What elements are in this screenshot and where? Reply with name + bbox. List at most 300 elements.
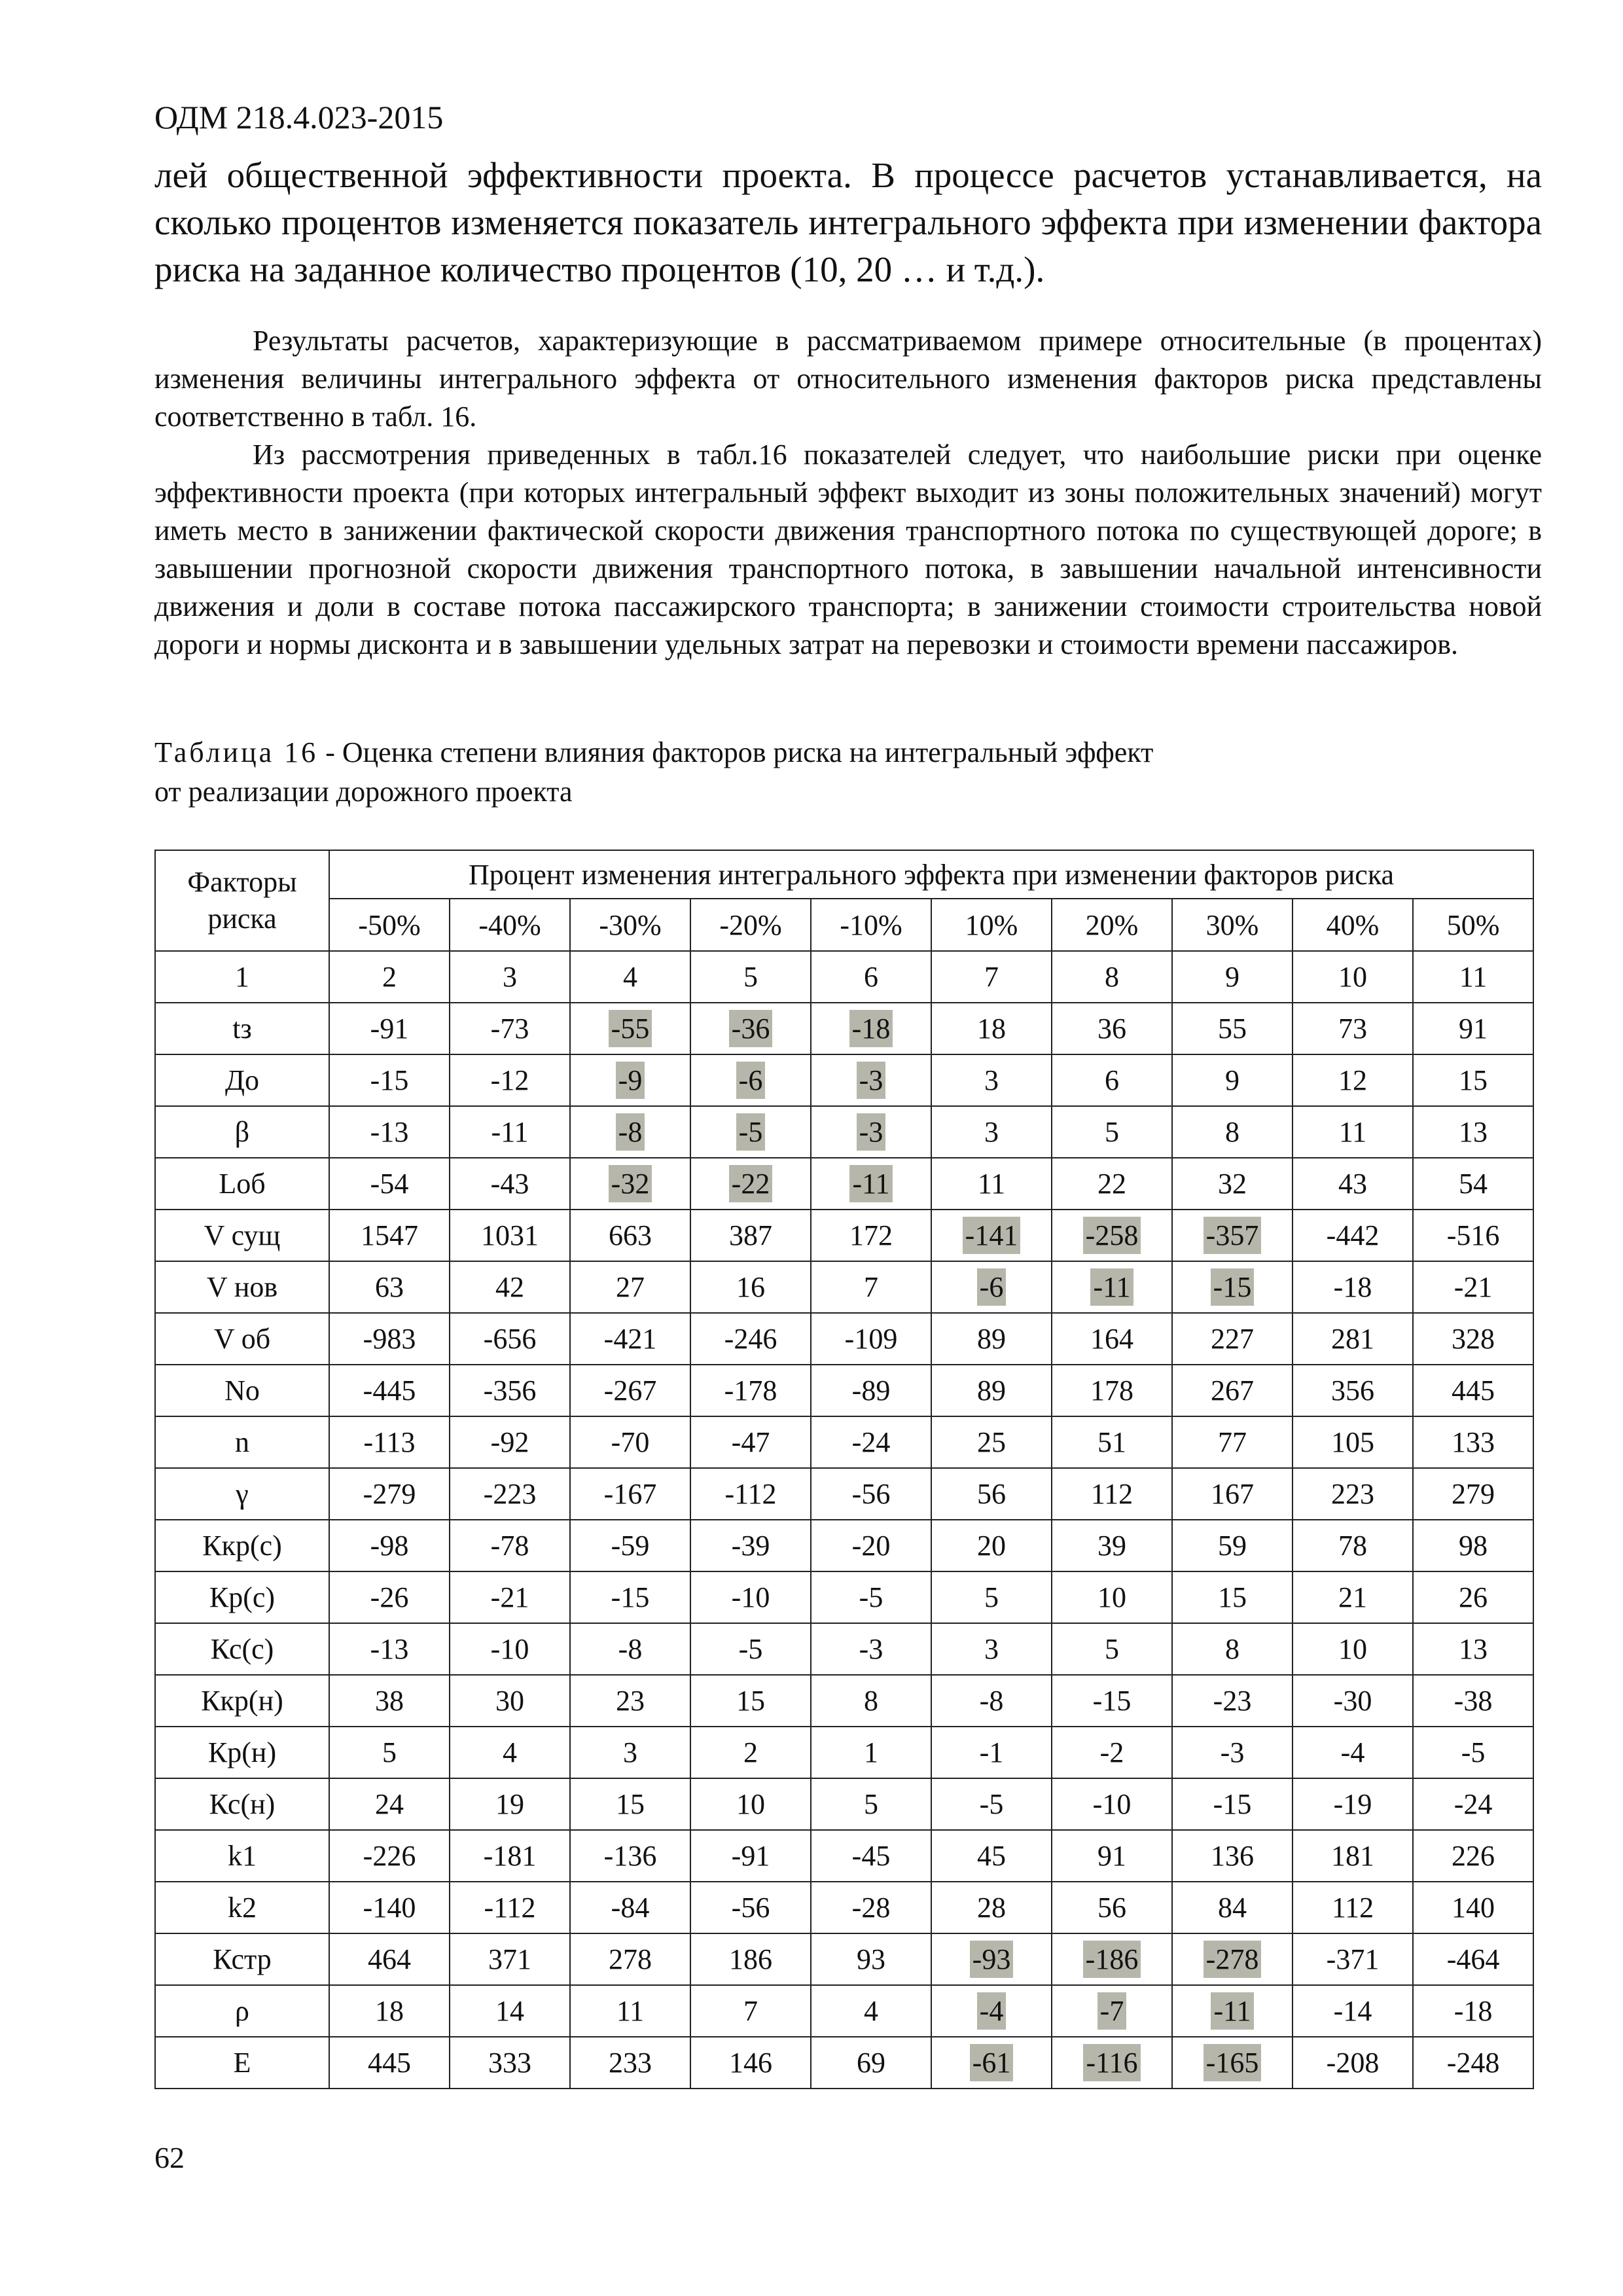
value-cell	[690, 1468, 811, 1520]
value-text: 10	[1338, 1633, 1367, 1665]
percent-header: 10%	[931, 899, 1052, 951]
percent-header: -50%	[329, 899, 450, 951]
value-cell	[931, 1727, 1052, 1778]
value-text: 36	[1097, 1013, 1126, 1045]
factor-cell: Ккр(н)	[155, 1675, 329, 1727]
value-text: -78	[490, 1530, 529, 1562]
value-text: -267	[603, 1374, 657, 1407]
value-cell	[329, 1985, 450, 2037]
column-number: 11	[1413, 951, 1533, 1003]
column-number: 2	[329, 951, 450, 1003]
value-text: -4	[977, 1992, 1007, 2030]
value-text: -8	[979, 1685, 1004, 1717]
value-text: -92	[490, 1426, 529, 1458]
table-row	[155, 1675, 1533, 1727]
value-cell	[690, 1210, 811, 1261]
value-cell	[329, 1158, 450, 1210]
value-cell	[1413, 1882, 1533, 1933]
value-text: 7	[743, 1995, 758, 2027]
body-text	[154, 322, 1542, 664]
value-text: -371	[1326, 1943, 1380, 1975]
percent-change-header: Процент изменения интегрального эффекта при изменении факторов риска	[329, 850, 1533, 899]
value-cell	[1293, 1003, 1413, 1054]
value-cell	[1413, 1003, 1533, 1054]
value-text: 387	[729, 1219, 772, 1251]
value-text: -11	[1211, 1992, 1253, 2030]
value-cell	[1293, 1571, 1413, 1623]
value-cell	[1052, 1985, 1172, 2037]
page-number: 62	[154, 2141, 185, 2174]
value-text: -93	[970, 1941, 1014, 1978]
value-cell	[1293, 1210, 1413, 1261]
value-cell	[1293, 1468, 1413, 1520]
table-caption	[154, 733, 1542, 812]
value-text: -91	[731, 1840, 770, 1872]
factor-cell: No	[155, 1365, 329, 1416]
value-cell	[1293, 1106, 1413, 1158]
value-text: -136	[603, 1840, 657, 1872]
value-cell	[931, 1416, 1052, 1468]
value-cell	[1172, 1520, 1293, 1571]
value-text: 38	[375, 1685, 404, 1717]
value-text: 233	[609, 2047, 652, 2079]
value-text: -248	[1446, 2047, 1500, 2079]
percent-header: -30%	[570, 899, 690, 951]
value-cell	[931, 1778, 1052, 1830]
value-cell	[450, 1830, 570, 1882]
value-cell	[690, 2037, 811, 2089]
value-text: -32	[609, 1165, 652, 1202]
value-text: -5	[738, 1633, 763, 1665]
factor-cell: E	[155, 2037, 329, 2089]
value-text: -357	[1204, 1217, 1262, 1254]
value-cell	[690, 1416, 811, 1468]
factor-cell: γ	[155, 1468, 329, 1520]
value-cell	[450, 1054, 570, 1106]
value-cell	[329, 1778, 450, 1830]
value-cell	[811, 1933, 931, 1985]
factor-cell: Кр(с)	[155, 1571, 329, 1623]
value-text: -18	[1454, 1995, 1493, 2027]
value-text: -165	[1204, 2044, 1262, 2081]
value-cell	[570, 1054, 690, 1106]
value-cell	[1052, 1158, 1172, 1210]
value-text: -15	[1211, 1268, 1255, 1306]
value-cell	[329, 1830, 450, 1882]
value-cell	[329, 1571, 450, 1623]
table-row	[155, 1261, 1533, 1313]
value-cell	[1293, 1675, 1413, 1727]
value-text: 30	[495, 1685, 524, 1717]
table-row	[155, 1882, 1533, 1933]
value-text: 105	[1331, 1426, 1374, 1458]
value-text: -4	[1340, 1736, 1365, 1768]
value-cell	[1293, 1778, 1413, 1830]
value-cell	[1293, 1933, 1413, 1985]
value-text: -13	[370, 1633, 409, 1665]
table-row	[155, 1468, 1533, 1520]
value-text: -5	[1461, 1736, 1486, 1768]
value-cell	[811, 1882, 931, 1933]
value-cell	[1172, 1261, 1293, 1313]
value-text: 7	[864, 1271, 878, 1303]
value-text: -421	[603, 1323, 657, 1355]
value-cell	[329, 1623, 450, 1675]
value-cell	[450, 1261, 570, 1313]
value-cell	[1413, 1571, 1533, 1623]
value-text: -55	[609, 1010, 652, 1047]
value-text: -445	[363, 1374, 416, 1407]
table-header	[155, 850, 1533, 951]
value-text: 55	[1218, 1013, 1247, 1045]
value-cell	[690, 1778, 811, 1830]
value-text: -279	[363, 1478, 416, 1510]
value-text: 11	[977, 1168, 1006, 1200]
value-text: -186	[1083, 1941, 1141, 1978]
value-cell	[690, 1571, 811, 1623]
value-text: 13	[1459, 1116, 1488, 1148]
value-cell	[1293, 1882, 1413, 1933]
value-cell	[1172, 1158, 1293, 1210]
value-text: 181	[1331, 1840, 1374, 1872]
value-cell	[811, 1054, 931, 1106]
value-cell	[1172, 1727, 1293, 1778]
table-caption-lead: Таблица 16	[154, 736, 319, 768]
paragraph-results: Результаты расчетов, характеризующие в рассматриваемом примере относительные (в процентах) изменения величины интегрального эффекта от относительного изменения факторов риска представлены соответственно в табл. 16.	[154, 325, 1542, 433]
table-caption-title: - Оценка степени влияния факторов риска на интегральный эффект	[318, 736, 1154, 768]
value-text: 333	[488, 2047, 531, 2079]
value-text: 89	[977, 1374, 1006, 1407]
value-text: 5	[864, 1788, 878, 1820]
value-text: 77	[1218, 1426, 1247, 1458]
value-cell	[1052, 1882, 1172, 1933]
value-text: 464	[368, 1943, 411, 1975]
value-cell	[1052, 1520, 1172, 1571]
value-cell	[811, 1520, 931, 1571]
intro-paragraph: лей общественной эффективности проекта. В процессе расчетов устанавливается, на сколько процентов изменяется показатель интегрального эффекта при изменении фактора риска на заданное количество процентов (10, 20 … и т.д.).	[154, 155, 1542, 289]
value-cell	[1413, 1933, 1533, 1985]
factor-cell: До	[155, 1054, 329, 1106]
table-row	[155, 1985, 1533, 2037]
value-cell	[1172, 1830, 1293, 1882]
value-cell	[1293, 1623, 1413, 1675]
value-text: -983	[363, 1323, 416, 1355]
value-cell	[570, 2037, 690, 2089]
value-cell	[811, 1985, 931, 2037]
value-text: 3	[984, 1116, 999, 1148]
value-cell	[1052, 1933, 1172, 1985]
value-text: 69	[857, 2047, 885, 2079]
value-cell	[1293, 1520, 1413, 1571]
value-text: -13	[370, 1116, 409, 1148]
value-cell	[450, 2037, 570, 2089]
table-row	[155, 1416, 1533, 1468]
value-text: -3	[857, 1062, 886, 1099]
value-cell	[931, 1675, 1052, 1727]
value-cell	[450, 1882, 570, 1933]
value-cell	[570, 1985, 690, 2037]
value-text: 20	[977, 1530, 1006, 1562]
value-text: 56	[1097, 1892, 1126, 1924]
value-cell	[1413, 1623, 1533, 1675]
document-code: ОДМ 218.4.023-2015	[154, 99, 444, 135]
value-cell	[931, 1054, 1052, 1106]
value-text: -8	[618, 1633, 643, 1665]
value-cell	[811, 1106, 931, 1158]
value-text: 45	[977, 1840, 1006, 1872]
value-cell	[931, 2037, 1052, 2089]
value-cell	[1172, 1882, 1293, 1933]
value-cell	[450, 1675, 570, 1727]
value-cell	[570, 1571, 690, 1623]
value-cell	[931, 1520, 1052, 1571]
value-cell	[811, 1158, 931, 1210]
value-text: -116	[1083, 2044, 1140, 2081]
column-numbers-row	[155, 951, 1533, 1003]
value-text: 279	[1452, 1478, 1495, 1510]
table-row	[155, 1365, 1533, 1416]
value-text: -181	[483, 1840, 537, 1872]
value-text: 2	[743, 1736, 758, 1768]
value-text: 15	[616, 1788, 645, 1820]
value-cell	[1293, 1985, 1413, 2037]
value-text: 24	[375, 1788, 404, 1820]
value-cell	[450, 1210, 570, 1261]
value-text: 59	[1218, 1530, 1247, 1562]
value-text: 164	[1090, 1323, 1133, 1355]
value-cell	[1052, 1778, 1172, 1830]
value-cell	[570, 1882, 690, 1933]
value-text: 8	[864, 1685, 878, 1717]
value-text: 663	[609, 1219, 652, 1251]
value-cell	[570, 1261, 690, 1313]
value-cell	[690, 1261, 811, 1313]
value-cell	[1293, 1261, 1413, 1313]
value-text: 140	[1452, 1892, 1495, 1924]
value-cell	[931, 1933, 1052, 1985]
value-cell	[1293, 1416, 1413, 1468]
value-text: -39	[731, 1530, 770, 1562]
value-text: 186	[729, 1943, 772, 1975]
value-text: 1547	[361, 1219, 418, 1251]
value-text: 371	[488, 1943, 531, 1975]
value-text: -98	[370, 1530, 409, 1562]
value-text: -70	[611, 1426, 650, 1458]
value-text: 63	[375, 1271, 404, 1303]
value-text: -18	[1333, 1271, 1372, 1303]
value-cell	[1413, 1778, 1533, 1830]
value-text: -113	[363, 1426, 416, 1458]
value-text: 5	[1105, 1633, 1119, 1665]
value-cell	[329, 1675, 450, 1727]
percent-header: -10%	[811, 899, 931, 951]
table-row	[155, 1830, 1533, 1882]
value-text: 27	[616, 1271, 645, 1303]
factor-cell: n	[155, 1416, 329, 1468]
value-text: 14	[495, 1995, 524, 2027]
table-body	[155, 951, 1533, 2089]
value-text: 267	[1211, 1374, 1254, 1407]
value-cell	[931, 1985, 1052, 2037]
column-number: 5	[690, 951, 811, 1003]
value-text: -26	[370, 1581, 409, 1613]
table-row	[155, 1727, 1533, 1778]
value-cell	[1293, 1365, 1413, 1416]
value-cell	[570, 1003, 690, 1054]
value-cell	[931, 1468, 1052, 1520]
value-cell	[1052, 1675, 1172, 1727]
value-text: -23	[1213, 1685, 1252, 1717]
value-cell	[1052, 1106, 1172, 1158]
value-cell	[1172, 1571, 1293, 1623]
value-text: -141	[963, 1217, 1021, 1254]
table-caption-line2: от реализации дорожного проекта	[154, 776, 573, 808]
value-cell	[1172, 1416, 1293, 1468]
value-text: -167	[603, 1478, 657, 1510]
table-row	[155, 1158, 1533, 1210]
value-text: 51	[1097, 1426, 1126, 1458]
value-cell	[1052, 1416, 1172, 1468]
value-text: -2	[1099, 1736, 1124, 1768]
value-cell	[690, 1830, 811, 1882]
table-row	[155, 1003, 1533, 1054]
value-cell	[329, 1313, 450, 1365]
factor-cell: V нов	[155, 1261, 329, 1313]
value-cell	[329, 1727, 450, 1778]
table-caption-line1	[154, 733, 1542, 772]
value-text: 445	[1452, 1374, 1495, 1407]
value-cell	[811, 1623, 931, 1675]
value-text: 9	[1225, 1064, 1240, 1096]
percent-headers-row	[155, 899, 1533, 951]
value-cell	[811, 1313, 931, 1365]
value-cell	[690, 1158, 811, 1210]
value-cell	[1413, 1468, 1533, 1520]
value-text: -3	[859, 1633, 883, 1665]
value-text: -45	[851, 1840, 891, 1872]
value-cell	[1413, 1210, 1533, 1261]
value-text: 133	[1452, 1426, 1495, 1458]
value-cell	[329, 1468, 450, 1520]
value-text: 43	[1338, 1168, 1367, 1200]
value-text: 26	[1459, 1581, 1488, 1613]
value-text: 78	[1338, 1530, 1367, 1562]
value-cell	[1413, 1158, 1533, 1210]
value-text: 445	[368, 2047, 411, 2079]
value-text: 12	[1338, 1064, 1367, 1096]
value-cell	[1052, 1365, 1172, 1416]
value-cell	[450, 1468, 570, 1520]
value-cell	[329, 1261, 450, 1313]
factor-cell: Кр(н)	[155, 1727, 329, 1778]
value-text: -516	[1446, 1219, 1500, 1251]
value-cell	[690, 1985, 811, 2037]
value-text: -1	[979, 1736, 1004, 1768]
value-cell	[1413, 1727, 1533, 1778]
value-cell	[450, 1623, 570, 1675]
factor-cell: V сущ	[155, 1210, 329, 1261]
value-cell	[1172, 1106, 1293, 1158]
value-cell	[1052, 2037, 1172, 2089]
factor-cell: Lоб	[155, 1158, 329, 1210]
value-cell	[690, 1106, 811, 1158]
column-number: 1	[155, 951, 329, 1003]
table-row	[155, 2037, 1533, 2089]
value-cell	[690, 1313, 811, 1365]
value-text: -140	[363, 1892, 416, 1924]
value-cell	[1052, 1727, 1172, 1778]
value-text: 23	[616, 1685, 645, 1717]
value-cell	[931, 1003, 1052, 1054]
value-cell	[811, 1571, 931, 1623]
value-cell	[811, 1675, 931, 1727]
value-cell	[450, 1313, 570, 1365]
factor-cell: β	[155, 1106, 329, 1158]
value-cell	[690, 1365, 811, 1416]
value-text: 112	[1331, 1892, 1374, 1924]
value-text: -10	[1092, 1788, 1132, 1820]
value-cell	[1052, 1210, 1172, 1261]
value-cell	[1413, 1261, 1533, 1313]
table-row	[155, 1520, 1533, 1571]
risk-factor-table	[154, 850, 1534, 2089]
value-text: -11	[849, 1165, 892, 1202]
value-cell	[570, 1313, 690, 1365]
paragraph-conclusion: Из рассмотрения приведенных в табл.16 показателей следует, что наибольшие риски при оценке эффективности проекта (при которых интегральный эффект выходит из зоны положительных значений) могут иметь место в занижении фактической скорости движения транспортного потока по существующей дороге; в завышении прогнозной скорости движения транспортного потока, в завышении начальной интенсивности движения и доли в составе потока пассажирского транспорта; в занижении стоимости строительства новой дороги и нормы дисконта и в завышении удельных затрат на перевозки и стоимости времени пассажиров.	[154, 439, 1542, 660]
table-row	[155, 1106, 1533, 1158]
value-text: 281	[1331, 1323, 1374, 1355]
value-cell	[1172, 1933, 1293, 1985]
value-text: -56	[851, 1478, 891, 1510]
value-text: -28	[851, 1892, 891, 1924]
value-cell	[931, 1313, 1052, 1365]
value-cell	[811, 1727, 931, 1778]
table-row	[155, 1054, 1533, 1106]
column-number: 3	[450, 951, 570, 1003]
value-cell	[329, 1416, 450, 1468]
value-text: -91	[370, 1013, 409, 1045]
factor-cell: tз	[155, 1003, 329, 1054]
value-text: -464	[1446, 1943, 1500, 1975]
value-text: 136	[1211, 1840, 1254, 1872]
value-cell	[1413, 1054, 1533, 1106]
value-text: -3	[1220, 1736, 1245, 1768]
value-cell	[450, 1778, 570, 1830]
value-text: 13	[1459, 1633, 1488, 1665]
percent-header: 40%	[1293, 899, 1413, 951]
value-cell	[450, 1985, 570, 2037]
value-text: -21	[490, 1581, 529, 1613]
value-text: -11	[1090, 1268, 1133, 1306]
value-cell	[329, 2037, 450, 2089]
value-cell	[1172, 1054, 1293, 1106]
value-text: 32	[1218, 1168, 1247, 1200]
value-text: 19	[495, 1788, 524, 1820]
value-text: 11	[1338, 1116, 1367, 1148]
value-cell	[931, 1830, 1052, 1882]
value-cell	[329, 1054, 450, 1106]
value-cell	[690, 1675, 811, 1727]
value-cell	[811, 1003, 931, 1054]
value-cell	[329, 1365, 450, 1416]
value-cell	[1052, 1468, 1172, 1520]
value-text: -61	[970, 2044, 1014, 2081]
value-text: 3	[984, 1633, 999, 1665]
value-cell	[1293, 1313, 1413, 1365]
value-cell	[570, 1727, 690, 1778]
value-text: -22	[729, 1165, 773, 1202]
value-cell	[450, 1727, 570, 1778]
